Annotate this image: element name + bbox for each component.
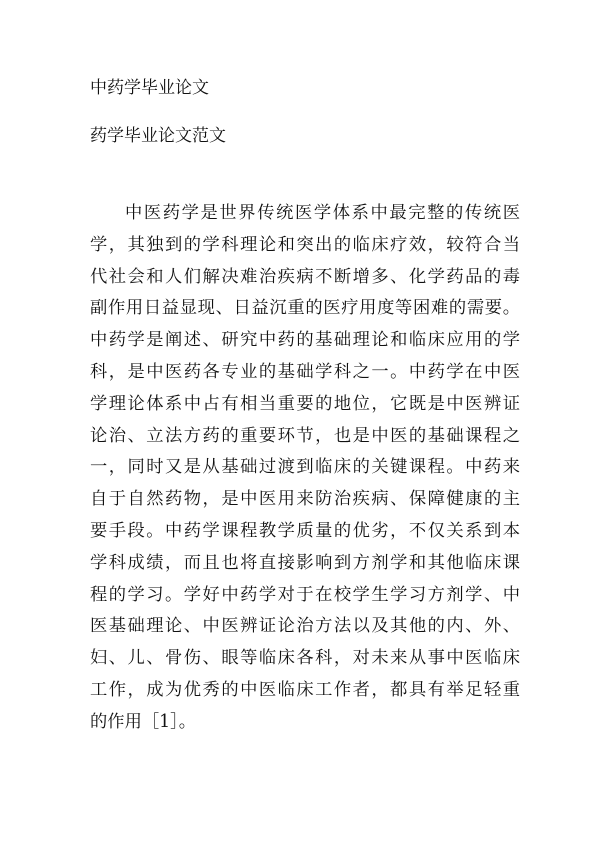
paragraph-line: 代社会和人们解决难治疾病不断增多、化学药品的毒 — [90, 266, 520, 287]
paragraph-line: 论治、立法方药的重要环节，也是中医的基础课程之 — [90, 425, 520, 446]
paragraph-line: 中药学是阐述、研究中药的基础理论和临床应用的学 — [90, 330, 520, 351]
paragraph-line: 自于自然药物，是中医用来防治疾病、保障健康的主 — [90, 489, 520, 510]
document-subtitle: 药学毕业论文范文 — [90, 126, 226, 146]
paragraph-line: 程的学习。学好中药学对于在校学生学习方剂学、中 — [90, 584, 520, 605]
paragraph-line: 一，同时又是从基础过渡到临床的关键课程。中药来 — [90, 457, 520, 478]
paragraph-line: 学理论体系中占有相当重要的地位，它既是中医辨证 — [90, 393, 520, 414]
paragraph-line: 学，其独到的学科理论和突出的临床疗效，较符合当 — [90, 234, 520, 255]
document-title: 中药学毕业论文 — [90, 78, 209, 98]
body-paragraph — [90, 198, 520, 739]
paragraph-line: 副作用日益显现、日益沉重的医疗用度等困难的需要。 — [90, 298, 520, 319]
paragraph-line: 科，是中医药各专业的基础学科之一。中药学在中医 — [90, 361, 520, 382]
paragraph-line: 医基础理论、中医辨证论治方法以及其他的内、外、 — [90, 616, 520, 637]
paragraph-line: 的作用［1］。 — [90, 711, 197, 732]
paragraph-line: 学科成绩，而且也将直接影响到方剂学和其他临床课 — [90, 552, 520, 573]
paragraph-line: 工作，成为优秀的中医临床工作者，都具有举足轻重 — [90, 679, 520, 700]
paragraph-line: 要手段。中药学课程教学质量的优劣，不仅关系到本 — [90, 520, 520, 541]
paragraph-line: 中医药学是世界传统医学体系中最完整的传统医 — [125, 203, 520, 223]
paragraph-line: 妇、儿、骨伤、眼等临床各科，对未来从事中医临床 — [90, 648, 520, 669]
